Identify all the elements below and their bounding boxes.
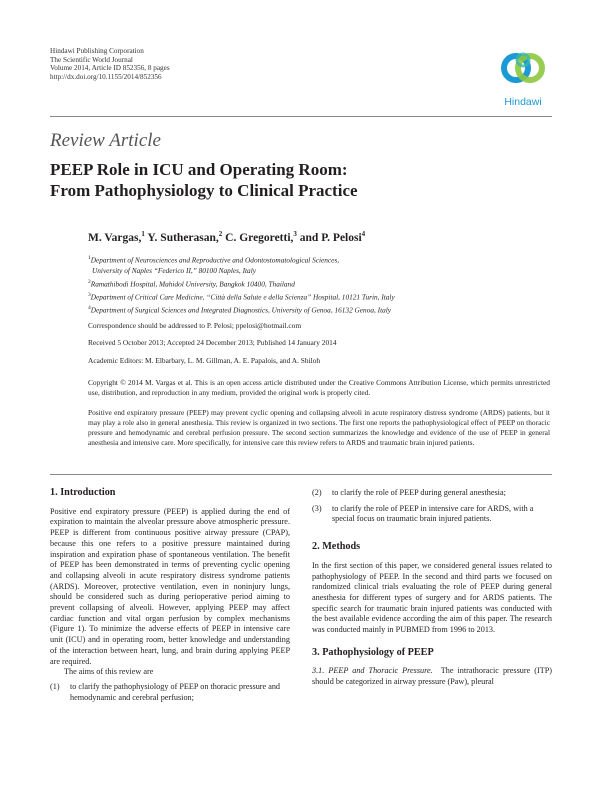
author-sup: 1 xyxy=(141,230,145,238)
journal-meta xyxy=(50,47,170,81)
hindawi-logo xyxy=(494,48,552,106)
logo-word: Hindawi xyxy=(504,96,542,108)
affiliation-item-cont: University of Naples “Federico II,” 80100 Naples, Italy xyxy=(92,266,256,276)
author: M. Vargas, xyxy=(88,231,142,244)
affiliation-item xyxy=(88,303,548,316)
author-sup: 3 xyxy=(293,230,297,238)
affiliation-text: Department of Neurosciences and Reproductive and Odontostomatological Sciences, xyxy=(90,255,340,265)
list-text: to clarify the pathophysiology of PEEP on thoracic pressure and hemodynamic and cerebral perfusion; xyxy=(70,681,281,702)
intro-paragraph: Positive end expiratory pressure (PEEP) is applied during the end of expiration to maintain the alveolar pressure above atmospheric pressure. PEEP is different from continuous positive airway pressure (CPAP), because this one refers to a positive pressure maintained during inspiration and expiration phase of spontaneous ventilation. The benefit of PEEP has been demonstrated in terms of preventing cyclic opening and collapsing alveoli in acute respiratory distress syndrome patients (ARDS). Moreover, protective ventilation, even in noninjury lungs, should be considered such as during perioperative period aiming to prevent collapsing of alveoli. However, applying PEEP may affect cardiac function and vital organ perfusion by complex mechanisms (Figure 1). To minimize the adverse effects of PEEP in intensive care unit (ICU) and in operating room, better knowledge and understanding of the interaction between heart, lung, and brain during applying PEEP are required. xyxy=(50,506,290,666)
publisher: Hindawi Publishing Corporation xyxy=(50,47,144,55)
patho-paragraph xyxy=(312,666,552,687)
title-line-1: PEEP Role in ICU and Operating Room: xyxy=(50,160,348,179)
correspondence: Correspondence should be addressed to P. Pelosi; ppelosi@hotmail.com xyxy=(88,321,302,330)
affiliation-num: 2 xyxy=(88,278,91,285)
affiliation-text: Ramathibodi Hospital, Mahidol University, Bangkok 10400, Thailand xyxy=(90,279,295,289)
section-heading-introduction: 1. Introduction xyxy=(50,487,116,498)
doi-link[interactable]: http://dx.doi.org/10.1155/2014/852356 xyxy=(50,72,162,81)
article-title xyxy=(50,159,358,201)
academic-editors: Academic Editors: M. Elbarbary, L. M. Gillman, A. E. Papalois, and A. Shiloh xyxy=(88,356,321,365)
affiliations xyxy=(88,253,548,316)
section-heading-pathophysiology: 3. Pathophysiology of PEEP xyxy=(312,646,434,658)
affiliation-item xyxy=(88,290,548,303)
affiliation-num: 1 xyxy=(88,255,91,261)
list-text: to clarify the role of PEEP during general anesthesia; xyxy=(332,488,506,497)
patho-text: The intrathoracic pressure (ITP) should be categorized in airway pressure (Paw), pleural xyxy=(312,666,552,687)
author-sup: 4 xyxy=(361,230,366,238)
article-type: Review Article xyxy=(50,130,161,151)
list-text: to clarify the role of PEEP in intensive care for ARDS, with a special focus on traumatic brain injured patients. xyxy=(332,503,534,524)
header-divider xyxy=(50,116,552,117)
author: C. Gregoretti, xyxy=(225,231,294,244)
journal-name: The Scientific World Journal xyxy=(50,55,133,64)
affiliation-item xyxy=(88,277,548,290)
author-sup: 2 xyxy=(218,230,223,238)
affiliation-num: 3 xyxy=(88,291,91,298)
left-column xyxy=(50,488,290,708)
affiliation-text: Department of Surgical Sciences and Integrated Diagnostics, University of Genoa, 16132 Genoa, Italy xyxy=(90,305,392,315)
methods-paragraph: In the first section of this paper, we considered general issues related to pathophysiology of PEEP. In the second and third parts we focused on randomized clinical trials evaluating the role of PEEP during general anesthesia for different types of surgery and for ARDS patients. The specific search for traumatic brain injured patients was conducted with the best available evidence according the aim of this paper. The research was conducted mainly in PUBMED from 1996 to 2013. xyxy=(312,560,552,635)
author: Y. Sutherasan, xyxy=(147,231,219,244)
title-line-2: From Pathophysiology to Clinical Practice xyxy=(50,181,358,200)
list-item xyxy=(312,504,552,525)
affiliation-text: Department of Critical Care Medicine, “Città della Salute e della Scienza” Hospital, 10121 Turin, Italy xyxy=(90,292,395,302)
abstract-divider xyxy=(50,474,552,475)
hindawi-logo-icon xyxy=(494,48,552,90)
right-column xyxy=(312,488,552,688)
affiliation-num: 4 xyxy=(88,304,91,311)
list-number: (1) xyxy=(50,681,60,691)
volume-info: Volume 2014, Article ID 852356, 8 pages xyxy=(50,64,170,73)
received-dates: Received 5 October 2013; Accepted 24 December 2013; Published 14 January 2014 xyxy=(88,338,337,347)
affiliation-item xyxy=(88,253,548,266)
list-item xyxy=(312,488,552,499)
section-heading-methods: 2. Methods xyxy=(312,541,361,553)
subsection-heading: 3.1. PEEP and Thoracic Pressure. xyxy=(312,666,433,676)
author-list xyxy=(88,230,365,244)
aims-lead: The aims of this review are xyxy=(64,667,154,677)
author: and P. Pelosi xyxy=(299,231,362,244)
list-number: (3) xyxy=(312,503,322,513)
abstract: Positive end expiratory pressure (PEEP) may prevent cyclic opening and collapsing alveoli in acute respiratory distress syndrome (ARDS) patients, but it may play a role also in general anesthesia. This review is organized in two sections. The first one reports the pathophysiological effect of PEEP on thoracic pressure and hemodynamic and cerebral perfusion pressure. The second section summarizes the knowledge and evidence of the use of PEEP in general anesthesia and intensive care. More specifically, for intensive care this review refers to ARDS and traumatic brain injured patients. xyxy=(88,408,550,447)
list-item xyxy=(50,682,290,703)
list-number: (2) xyxy=(312,488,322,497)
copyright-notice: Copyright © 2014 M. Vargas et al. This is an open access article distributed under the Creative Commons Attribution License, which permits unrestricted use, distribution, and reproduction in any medium, provided the original work is properly cited. xyxy=(88,378,550,397)
